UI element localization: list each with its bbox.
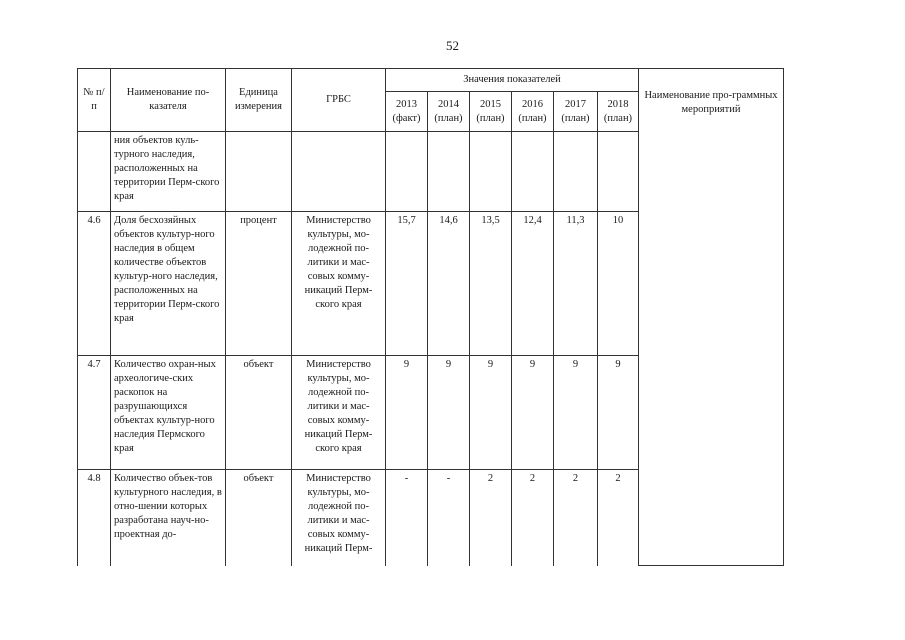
row-value-2013: 9 bbox=[386, 356, 428, 470]
page-number: 52 bbox=[446, 38, 459, 53]
indicators-table bbox=[77, 68, 784, 566]
row-value-2014 bbox=[428, 132, 470, 212]
header-program: Наименование про-граммных мероприятий bbox=[639, 69, 784, 132]
row-value-2017: 9 bbox=[554, 356, 598, 470]
row-indicator-name: Доля бесхозяйных объектов культур-ного наследия в общем количестве объектов культур-ного наследия, расположенных на территории Перм-ского края bbox=[111, 212, 226, 356]
header-values-group: Значения показателей bbox=[386, 69, 639, 92]
row-unit: объект bbox=[226, 356, 292, 470]
header-year-2018: 2018 (план) bbox=[598, 92, 639, 132]
row-value-2014: - bbox=[428, 470, 470, 566]
row-unit bbox=[226, 132, 292, 212]
row-value-2017: 2 bbox=[554, 470, 598, 566]
row-value-2016: 12,4 bbox=[512, 212, 554, 356]
row-value-2013: - bbox=[386, 470, 428, 566]
row-num bbox=[78, 132, 111, 212]
row-value-2016: 2 bbox=[512, 470, 554, 566]
header-year-2016: 2016 (план) bbox=[512, 92, 554, 132]
header-year-2015: 2015 (план) bbox=[470, 92, 512, 132]
header-year-2013: 2013 (факт) bbox=[386, 92, 428, 132]
row-grbs bbox=[292, 132, 386, 212]
row-value-2014: 14,6 bbox=[428, 212, 470, 356]
row-grbs: Министерство культуры, мо-лодежной по-литики и мас-совых комму-никаций Перм-ского края bbox=[292, 356, 386, 470]
row-value-2015: 2 bbox=[470, 470, 512, 566]
row-value-2018 bbox=[598, 132, 639, 212]
row-indicator-name: Количество объек-тов культурного наследия, в отно-шении которых разработана науч-но-проектная до- bbox=[111, 470, 226, 566]
row-indicator-name: ния объектов куль-турного наследия, расположенных на территории Перм-ского края bbox=[111, 132, 226, 212]
table-row bbox=[78, 132, 784, 212]
row-program bbox=[639, 132, 784, 566]
row-unit: объект bbox=[226, 470, 292, 566]
row-value-2013: 15,7 bbox=[386, 212, 428, 356]
row-value-2015 bbox=[470, 132, 512, 212]
row-num: 4.7 bbox=[78, 356, 111, 470]
header-unit: Единица измерения bbox=[226, 69, 292, 132]
row-value-2017 bbox=[554, 132, 598, 212]
row-value-2014: 9 bbox=[428, 356, 470, 470]
row-grbs: Министерство культуры, мо-лодежной по-литики и мас-совых комму-никаций Перм- bbox=[292, 470, 386, 566]
row-value-2018: 9 bbox=[598, 356, 639, 470]
row-value-2016: 9 bbox=[512, 356, 554, 470]
row-grbs: Министерство культуры, мо-лодежной по-литики и мас-совых комму-никаций Перм-ского края bbox=[292, 212, 386, 356]
header-row-1 bbox=[78, 69, 784, 92]
header-grbs: ГРБС bbox=[292, 69, 386, 132]
row-value-2015: 9 bbox=[470, 356, 512, 470]
row-value-2018: 10 bbox=[598, 212, 639, 356]
header-year-2017: 2017 (план) bbox=[554, 92, 598, 132]
header-num: № п/п bbox=[78, 69, 111, 132]
row-value-2016 bbox=[512, 132, 554, 212]
row-num: 4.6 bbox=[78, 212, 111, 356]
row-value-2015: 13,5 bbox=[470, 212, 512, 356]
row-num: 4.8 bbox=[78, 470, 111, 566]
row-indicator-name: Количество охран-ных археологиче-ских раскопок на разрушающихся объектах культур-ного наследия Пермского края bbox=[111, 356, 226, 470]
header-year-2014: 2014 (план) bbox=[428, 92, 470, 132]
header-indicator: Наименование по-казателя bbox=[111, 69, 226, 132]
row-unit: процент bbox=[226, 212, 292, 356]
row-value-2017: 11,3 bbox=[554, 212, 598, 356]
row-value-2013 bbox=[386, 132, 428, 212]
row-value-2018: 2 bbox=[598, 470, 639, 566]
